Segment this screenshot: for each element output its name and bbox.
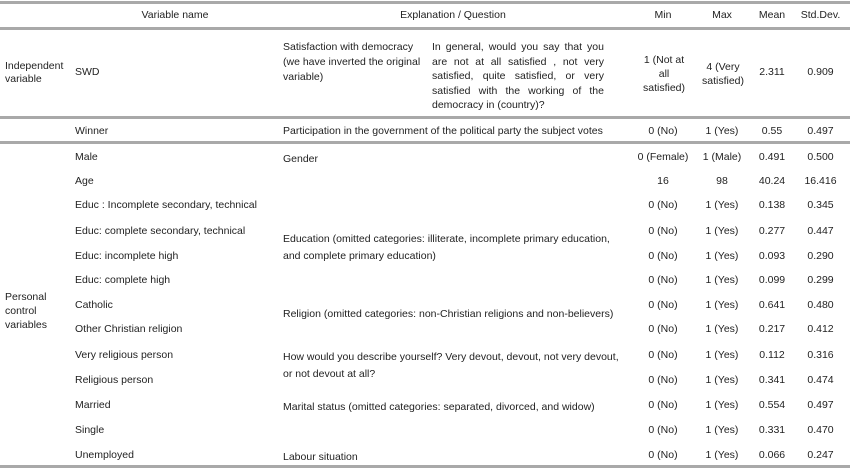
row-std: 0.316 (807, 349, 834, 361)
explanation-text: Education (omitted categories: illiterate, incomplete primary education, and complete primary education) (283, 233, 610, 262)
row-min: 16 (657, 175, 669, 187)
header-std: Std.Dev. (800, 9, 841, 21)
row-min: 0 (No) (648, 349, 678, 361)
winner-min: 0 (No) (648, 125, 678, 137)
swd-min: 1 (Not at all satisfied) (642, 54, 685, 94)
row-std: 0.447 (807, 225, 834, 237)
row-name: Educ: incomplete high (75, 250, 179, 262)
row-mean: 0.138 (758, 199, 786, 211)
row-name: Male (75, 151, 98, 163)
row-name: Married (75, 399, 111, 411)
swd-std: 0.909 (807, 66, 834, 78)
swd-max: 4 (Very satisfied) (701, 61, 744, 87)
swd-name: SWD (75, 66, 100, 78)
table-rule (0, 116, 850, 119)
row-min: 0 (Female) (637, 151, 689, 163)
row-max: 1 (Yes) (705, 374, 739, 386)
header-mean: Mean (758, 9, 786, 21)
winner-explanation: Participation in the government of the political party the subject votes (283, 125, 603, 137)
swd-mean: 2.311 (759, 66, 785, 78)
row-name: Catholic (75, 299, 113, 311)
row-mean: 0.099 (758, 274, 786, 286)
row-name: Single (75, 424, 105, 436)
winner-std: 0.497 (807, 125, 834, 137)
swd-explanation: Satisfaction with democracy (we have inverted the original variable) (283, 41, 421, 83)
row-name: Unemployed (75, 449, 134, 461)
row-min: 0 (No) (648, 323, 678, 335)
explanation-text: Religion (omitted categories: non-Christian religions and non-believers) (283, 308, 614, 320)
row-max: 1 (Yes) (705, 399, 739, 411)
row-std: 16.416 (804, 175, 837, 187)
row-min: 0 (No) (648, 199, 678, 211)
row-std: 0.470 (807, 424, 834, 436)
header-variable-name: Variable name (141, 9, 209, 21)
row-min: 0 (No) (648, 399, 678, 411)
explanation-text: Gender (283, 153, 319, 165)
group-personal: Personal control variables (5, 291, 48, 331)
row-name: Religious person (75, 374, 154, 386)
row-name: Educ: complete high (75, 274, 171, 286)
row-mean: 40.24 (758, 175, 786, 187)
row-std: 0.500 (807, 151, 834, 163)
group-independent: Independent variable (5, 60, 64, 85)
row-min: 0 (No) (648, 374, 678, 386)
row-mean: 0.112 (759, 349, 785, 361)
row-name: Age (75, 175, 94, 187)
row-max: 98 (716, 175, 728, 187)
explanation-text: Marital status (omitted categories: separated, divorced, and widow) (283, 401, 595, 413)
header-max: Max (712, 9, 732, 21)
row-std: 0.480 (807, 299, 834, 311)
row-mean: 0.066 (758, 449, 786, 461)
winner-name: Winner (75, 125, 109, 137)
row-max: 1 (Yes) (705, 323, 739, 335)
row-max: 1 (Yes) (705, 274, 739, 286)
row-name: Educ : Incomplete secondary, technical (75, 199, 257, 211)
row-min: 0 (No) (648, 449, 678, 461)
row-mean: 0.641 (758, 299, 786, 311)
row-min: 0 (No) (648, 424, 678, 436)
row-max: 1 (Yes) (705, 449, 739, 461)
row-mean: 0.341 (758, 374, 786, 386)
winner-mean: 0.55 (761, 125, 783, 137)
row-name: Other Christian religion (75, 323, 183, 335)
explanation-text: How would you describe yourself? Very devout, devout, not very devout, or not devout at all? (283, 351, 619, 380)
row-max: 1 (Yes) (705, 424, 739, 436)
row-max: 1 (Yes) (705, 299, 739, 311)
row-min: 0 (No) (648, 274, 678, 286)
row-mean: 0.331 (758, 424, 786, 436)
swd-question: In general, would you say that you are not at all satisfied , not very satisfied, quite satisfied, or very satisfied with the working of the democracy in (country)? (432, 41, 604, 111)
row-std: 0.290 (807, 250, 834, 262)
table-rule (0, 27, 850, 30)
explanation-text: Labour situation (283, 451, 358, 463)
row-max: 1 (Yes) (705, 225, 739, 237)
row-mean: 0.217 (758, 323, 786, 335)
table-rule (0, 141, 850, 144)
row-std: 0.412 (807, 323, 834, 335)
row-min: 0 (No) (648, 250, 678, 262)
row-std: 0.474 (807, 374, 834, 386)
row-name: Educ: complete secondary, technical (75, 225, 246, 237)
row-mean: 0.277 (758, 225, 786, 237)
row-max: 1 (Yes) (705, 250, 739, 262)
row-std: 0.345 (807, 199, 834, 211)
row-name: Very religious person (75, 349, 174, 361)
row-max: 1 (Male) (702, 151, 742, 163)
table-rule (0, 465, 850, 468)
row-mean: 0.491 (758, 151, 786, 163)
row-min: 0 (No) (648, 225, 678, 237)
row-max: 1 (Yes) (705, 349, 739, 361)
row-std: 0.497 (807, 399, 834, 411)
row-min: 0 (No) (648, 299, 678, 311)
row-std: 0.247 (807, 449, 834, 461)
row-mean: 0.554 (758, 399, 786, 411)
header-explanation: Explanation / Question (400, 9, 506, 21)
row-max: 1 (Yes) (705, 199, 739, 211)
row-mean: 0.093 (758, 250, 786, 262)
winner-max: 1 (Yes) (705, 125, 739, 137)
row-std: 0.299 (807, 274, 834, 286)
header-min: Min (654, 9, 672, 21)
table-rule (0, 1, 850, 4)
